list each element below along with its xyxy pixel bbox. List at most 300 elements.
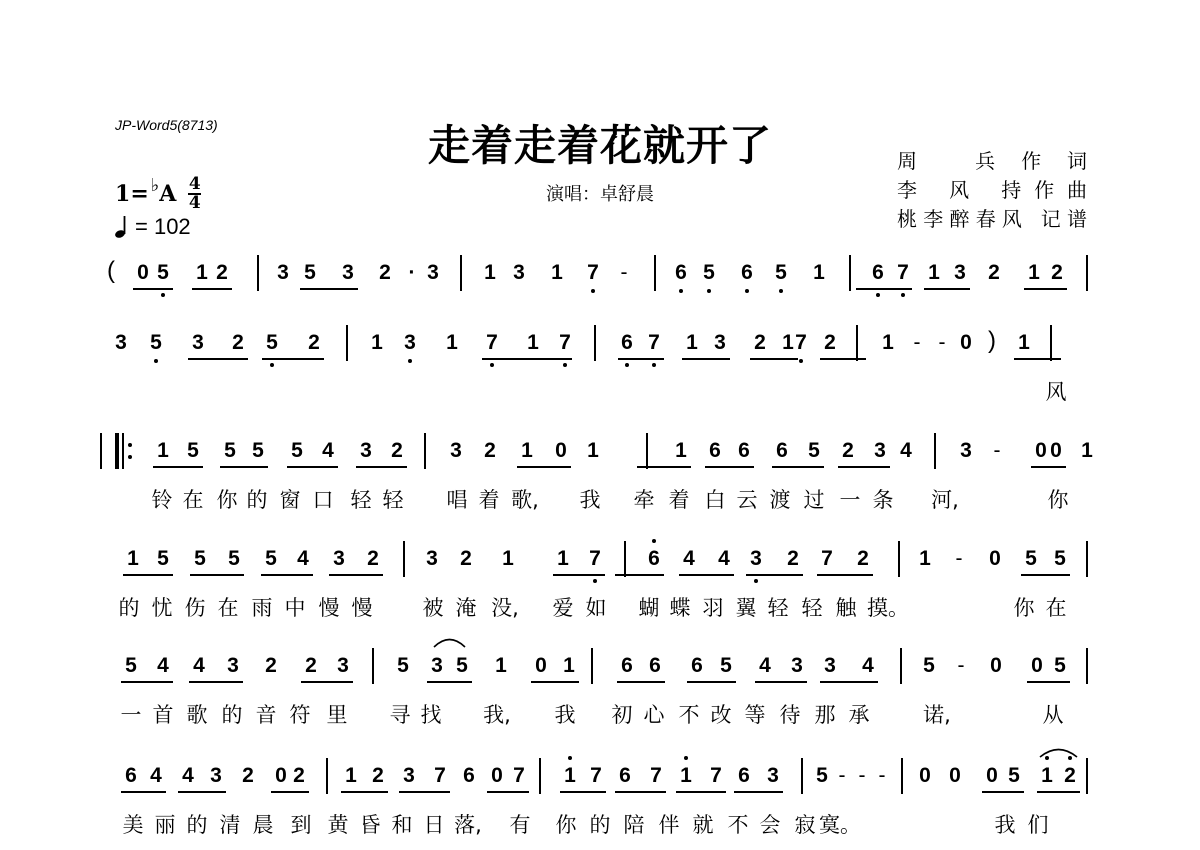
- lyric-syllable: 一: [839, 488, 861, 512]
- lyric-syllable: 的: [589, 813, 611, 837]
- lyric-syllable: 黄: [327, 813, 349, 837]
- note-digit: 3: [714, 331, 726, 354]
- note-digit: 6: [709, 439, 721, 462]
- lyric-syllable: 摸。: [867, 596, 909, 620]
- note: [149, 545, 177, 585]
- note-digit: 0: [1050, 439, 1062, 462]
- low-octave-dot: [707, 289, 711, 293]
- barline: [346, 325, 348, 361]
- note-digit: 6: [125, 764, 137, 787]
- key-signature: [115, 176, 201, 212]
- note: [551, 329, 579, 369]
- note-digit: 6: [621, 331, 633, 354]
- beam-underline: [329, 574, 383, 576]
- lyric-syllable: 会: [759, 813, 781, 837]
- note-digit: 7: [650, 764, 662, 787]
- note: [1010, 329, 1038, 369]
- note: [174, 762, 202, 802]
- note-digit: 3: [427, 261, 439, 284]
- note-digit: ·: [408, 261, 416, 284]
- lyric-syllable: 我: [994, 813, 1016, 837]
- note: [359, 545, 387, 585]
- beam-underline: [356, 466, 407, 468]
- barline: [624, 541, 626, 577]
- score-system: [100, 652, 1100, 732]
- lyrics-line: [100, 485, 1100, 519]
- note: [683, 652, 711, 692]
- note-digit: 3: [824, 654, 836, 677]
- beam-underline: [121, 791, 166, 793]
- note-digit: 2: [754, 331, 766, 354]
- note: [438, 329, 466, 369]
- note: [476, 437, 504, 477]
- low-octave-dot: [154, 359, 158, 363]
- note: [142, 329, 170, 369]
- note: [579, 437, 607, 477]
- lyrics-line: [100, 700, 1100, 734]
- note-digit: 1: [551, 261, 563, 284]
- lyric-syllable: 爱: [552, 596, 574, 620]
- note: [706, 329, 734, 369]
- note: [364, 762, 392, 802]
- note-digit: 5: [265, 547, 277, 570]
- note-digit: 5: [808, 439, 820, 462]
- lyric-syllable: 找: [420, 703, 442, 727]
- note-digit: 4: [182, 764, 194, 787]
- note-digit: 4: [900, 439, 912, 462]
- note: [730, 762, 758, 802]
- note: [185, 652, 213, 692]
- note: [418, 545, 446, 585]
- note: [297, 652, 325, 692]
- lyricist-credit: 周 兵作词: [897, 149, 1087, 173]
- lyric-syllable: 被: [422, 596, 444, 620]
- note-digit: 3: [874, 439, 886, 462]
- note: [579, 259, 607, 299]
- note-digit: 5: [304, 261, 316, 284]
- beam-underline: [924, 288, 970, 290]
- note-digit: 6: [738, 764, 750, 787]
- note: [779, 545, 807, 585]
- note: [767, 259, 795, 299]
- note-digit: 2: [988, 261, 1000, 284]
- note: [555, 652, 583, 692]
- extension-dash: [947, 652, 975, 692]
- lyric-syllable: 蝶: [669, 596, 691, 620]
- lyric-syllable: 们: [1027, 813, 1049, 837]
- note: [244, 437, 272, 477]
- notation-row: [100, 259, 1100, 299]
- note-digit: 6: [649, 654, 661, 677]
- note: [556, 762, 584, 802]
- beam-underline: [618, 358, 664, 360]
- note: [117, 652, 145, 692]
- lyric-syllable: 着: [668, 488, 690, 512]
- lyric-syllable: 风: [1045, 380, 1067, 404]
- beam-underline: [679, 574, 734, 576]
- beam-underline: [1031, 466, 1066, 468]
- note-digit: 5: [228, 547, 240, 570]
- lyric-syllable: 铃: [151, 488, 173, 512]
- beam-underline: [153, 466, 203, 468]
- note: [678, 329, 706, 369]
- barline: [654, 255, 656, 291]
- score-system: [100, 762, 1100, 842]
- note: [234, 762, 262, 802]
- note: [505, 762, 533, 802]
- note: [352, 437, 380, 477]
- beam-underline: [617, 681, 665, 683]
- barline: [1050, 325, 1052, 361]
- beam-underline: [300, 288, 358, 290]
- beam-underline: [746, 574, 803, 576]
- note: [186, 545, 214, 585]
- note: [642, 762, 670, 802]
- note-digit: 5: [703, 261, 715, 284]
- lyric-syllable: 我: [554, 703, 576, 727]
- low-octave-dot: [161, 293, 165, 297]
- notation-row: [100, 437, 1100, 477]
- note-digit: -: [993, 439, 1001, 462]
- note-digit: 5: [194, 547, 206, 570]
- lyric-syllable: 云: [736, 488, 758, 512]
- close-parenthesis: ): [988, 327, 996, 354]
- low-octave-dot: [799, 359, 803, 363]
- note: [1046, 652, 1074, 692]
- note: [816, 329, 844, 369]
- note: [296, 259, 324, 299]
- lyrics-line: [100, 810, 1100, 844]
- note: [675, 545, 703, 585]
- note: [1046, 545, 1074, 585]
- beam-underline: [1024, 288, 1067, 290]
- beam-underline: [772, 466, 824, 468]
- score-system: [100, 329, 1100, 409]
- note-digit: 1: [484, 261, 496, 284]
- note-digit: 2: [216, 261, 228, 284]
- beam-underline: [615, 791, 666, 793]
- beam-underline: [1014, 358, 1061, 360]
- note-digit: 5: [125, 654, 137, 677]
- beam-underline: [755, 681, 807, 683]
- note-digit: 2: [460, 547, 472, 570]
- note-digit: 3: [954, 261, 966, 284]
- note: [751, 652, 779, 692]
- note-digit: 5: [224, 439, 236, 462]
- note-digit: 6: [691, 654, 703, 677]
- note-digit: 5: [775, 261, 787, 284]
- barline: [1086, 758, 1088, 794]
- note-digit: 5: [187, 439, 199, 462]
- open-parenthesis: (: [107, 257, 115, 284]
- note-digit: 3: [404, 331, 416, 354]
- lyric-syllable: 雨: [251, 596, 273, 620]
- note: [813, 545, 841, 585]
- time-signature: [188, 176, 201, 212]
- lyric-syllable: 淹: [455, 596, 477, 620]
- note: [337, 762, 365, 802]
- note-digit: 0: [1035, 439, 1047, 462]
- note-digit: 2: [484, 439, 496, 462]
- lyric-syllable: 从: [1042, 703, 1064, 727]
- note-digit: 1: [127, 547, 139, 570]
- note-digit: 3: [960, 439, 972, 462]
- note-digit: 1: [345, 764, 357, 787]
- lyric-syllable: 如: [585, 596, 607, 620]
- note-digit: 5: [720, 654, 732, 677]
- note: [119, 545, 147, 585]
- note-digit: 0: [555, 439, 567, 462]
- barline: [326, 758, 328, 794]
- note-digit: 0: [491, 764, 503, 787]
- note: [980, 259, 1008, 299]
- lyric-syllable: 触: [835, 596, 857, 620]
- note-digit: 6: [741, 261, 753, 284]
- barline: [901, 758, 903, 794]
- note-digit: 7: [590, 764, 602, 787]
- barline: [424, 433, 426, 469]
- note: [224, 329, 252, 369]
- note-digit: 7: [589, 547, 601, 570]
- note: [476, 259, 504, 299]
- note-digit: 2: [842, 439, 854, 462]
- notation-row: [100, 762, 1100, 802]
- note-digit: 1: [527, 331, 539, 354]
- note: [455, 762, 483, 802]
- note: [527, 652, 555, 692]
- note: [363, 329, 391, 369]
- note-digit: -: [620, 261, 628, 284]
- low-octave-dot: [652, 363, 656, 367]
- note-digit: 1: [1041, 764, 1053, 787]
- barline: [403, 541, 405, 577]
- note-digit: 7: [710, 764, 722, 787]
- composer-credit: 李 风 持作曲: [897, 178, 1087, 202]
- song-title: 走着走着花就开了: [427, 121, 772, 170]
- note: [952, 437, 980, 477]
- note-digit: -: [913, 331, 921, 354]
- lyric-syllable: 美: [122, 813, 144, 837]
- quarter-note-icon: [115, 215, 129, 239]
- note-digit: 7: [434, 764, 446, 787]
- note: [314, 437, 342, 477]
- note-digit: 6: [619, 764, 631, 787]
- note-digit: 1: [928, 261, 940, 284]
- note-digit: 1: [564, 764, 576, 787]
- extension-dash: [903, 329, 931, 369]
- note: [257, 652, 285, 692]
- note: [667, 259, 695, 299]
- note-digit: -: [938, 331, 946, 354]
- lyric-syllable: 轻: [350, 488, 372, 512]
- note: [982, 652, 1010, 692]
- note: [889, 259, 917, 299]
- note-digit: 7: [795, 331, 807, 354]
- note-digit: -: [838, 764, 846, 787]
- lyric-syllable: 诺,: [923, 703, 951, 727]
- note: [202, 762, 230, 802]
- lyric-syllable: 不: [727, 813, 749, 837]
- beam-underline: [676, 791, 726, 793]
- lyric-syllable: 有: [509, 813, 531, 837]
- lyric-syllable: 牵: [633, 488, 655, 512]
- note: [216, 437, 244, 477]
- note-digit: 3: [210, 764, 222, 787]
- lyric-syllable: 渡: [769, 488, 791, 512]
- lyric-syllable: 首: [152, 703, 174, 727]
- low-octave-dot: [901, 293, 905, 297]
- note-digit: 1: [563, 654, 575, 677]
- note-digit: 4: [759, 654, 771, 677]
- lyric-syllable: 过: [803, 488, 825, 512]
- note: [946, 259, 974, 299]
- note: [396, 329, 424, 369]
- barline: [856, 325, 858, 361]
- beam-underline: [750, 358, 798, 360]
- lyric-syllable: 丽: [154, 813, 176, 837]
- note-digit: 5: [291, 439, 303, 462]
- lyric-syllable: 音: [255, 703, 277, 727]
- note: [941, 762, 969, 802]
- note-digit: 1: [1081, 439, 1093, 462]
- beam-underline: [262, 358, 324, 360]
- lyric-syllable: 没,: [491, 596, 519, 620]
- note: [478, 329, 506, 369]
- note-digit: 5: [1025, 547, 1037, 570]
- barline: [594, 325, 596, 361]
- beam-underline: [301, 681, 353, 683]
- lyric-syllable: 轻: [801, 596, 823, 620]
- software-label: JP-Word5(8713): [115, 117, 218, 133]
- lyric-syllable: 待: [779, 703, 801, 727]
- note-digit: 5: [150, 331, 162, 354]
- note-digit: 1: [782, 331, 794, 354]
- note-digit: 3: [337, 654, 349, 677]
- note: [701, 437, 729, 477]
- note: [911, 762, 939, 802]
- lyric-syllable: 你: [555, 813, 577, 837]
- note-digit: 1: [587, 439, 599, 462]
- note-digit: 3: [192, 331, 204, 354]
- note-digit: 3: [450, 439, 462, 462]
- note: [258, 329, 286, 369]
- repeat-dot: [128, 455, 132, 459]
- note-digit: 4: [862, 654, 874, 677]
- note: [952, 329, 980, 369]
- note: [640, 329, 668, 369]
- note: [695, 259, 723, 299]
- repeat-thin-line: [122, 433, 124, 469]
- note: [329, 652, 357, 692]
- barline: [539, 758, 541, 794]
- beam-underline: [553, 574, 605, 576]
- note-digit: 5: [456, 654, 468, 677]
- beam-underline: [133, 288, 173, 290]
- note-digit: 1: [495, 654, 507, 677]
- note-digit: 2: [787, 547, 799, 570]
- key-one: 1: [115, 181, 131, 207]
- note-digit: 3: [277, 261, 289, 284]
- beam-underline: [1037, 791, 1080, 793]
- note-digit: 3: [791, 654, 803, 677]
- barline: [591, 648, 593, 684]
- barline: [1086, 541, 1088, 577]
- lyric-syllable: 日: [423, 813, 445, 837]
- note: [787, 329, 815, 369]
- tempo-value: = 102: [135, 214, 191, 239]
- beam-underline: [820, 358, 866, 360]
- barline: [898, 541, 900, 577]
- note-digit: 1: [557, 547, 569, 570]
- note-digit: 5: [1008, 764, 1020, 787]
- lyric-syllable: 翼: [735, 596, 757, 620]
- low-octave-dot: [563, 363, 567, 367]
- note: [1073, 437, 1101, 477]
- note-digit: 6: [463, 764, 475, 787]
- note: [733, 259, 761, 299]
- note: [149, 259, 177, 299]
- lyrics-line: [100, 377, 1100, 411]
- beam-underline: [188, 358, 248, 360]
- note-digit: 2: [1051, 261, 1063, 284]
- beam-underline: [817, 574, 873, 576]
- note: [547, 437, 575, 477]
- beam-underline: [734, 791, 783, 793]
- beam-underline: [705, 466, 754, 468]
- score-system: [100, 437, 1100, 517]
- note: [383, 437, 411, 477]
- note: [613, 329, 641, 369]
- note: [184, 329, 212, 369]
- lyric-syllable: 到: [290, 813, 312, 837]
- note-digit: 2: [265, 654, 277, 677]
- note: [442, 437, 470, 477]
- note: [487, 652, 515, 692]
- lyric-syllable: 就: [692, 813, 714, 837]
- note-digit: 0: [960, 331, 972, 354]
- note-digit: 2: [379, 261, 391, 284]
- note-digit: 4: [297, 547, 309, 570]
- low-octave-dot: [408, 359, 412, 363]
- beam-underline: [820, 681, 878, 683]
- low-octave-dot: [745, 289, 749, 293]
- note-digit: 2: [824, 331, 836, 354]
- note: [866, 437, 894, 477]
- note-digit: 1: [521, 439, 533, 462]
- lyric-syllable: 初: [611, 703, 633, 727]
- note: [107, 329, 135, 369]
- note: [783, 652, 811, 692]
- note: [149, 652, 177, 692]
- score-system: [100, 545, 1100, 625]
- lyric-syllable: 轻: [382, 488, 404, 512]
- lyric-syllable: 你: [1047, 488, 1069, 512]
- note: [395, 762, 423, 802]
- lyric-syllable: 一: [120, 703, 142, 727]
- note: [505, 259, 533, 299]
- lyrics-line: [100, 593, 1100, 627]
- note-digit: 0: [949, 764, 961, 787]
- note-digit: 6: [776, 439, 788, 462]
- note-digit: 6: [872, 261, 884, 284]
- lyric-syllable: 窗: [279, 488, 301, 512]
- note-digit: 4: [683, 547, 695, 570]
- note: [712, 652, 740, 692]
- barline: [460, 255, 462, 291]
- repeat-thick-line: [115, 433, 119, 469]
- beam-underline: [287, 466, 338, 468]
- beam-underline: [637, 466, 691, 468]
